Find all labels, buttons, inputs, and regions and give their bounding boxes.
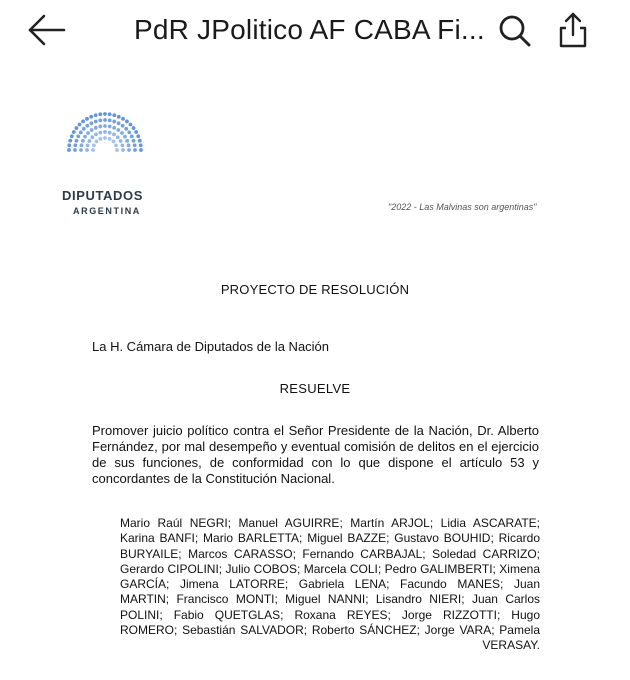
share-button[interactable] [555,10,591,50]
logo-dot [90,135,94,139]
logo-dot [76,134,80,138]
hemicycle-icon [66,112,144,152]
logo-dot [121,148,125,152]
logo-dot [134,130,138,134]
app-bar [0,0,630,62]
logo-dot [136,134,140,138]
logo-dot [67,148,71,152]
logo-dot [94,113,98,117]
logo-dot [80,143,84,147]
logo-dot [112,113,116,117]
logo-dot [120,131,124,135]
logo-dot [108,137,112,141]
logo-dot [130,134,134,138]
logo-dot [82,127,86,131]
chamber-line: La H. Cámara de Diputados de la Nación [92,339,330,354]
logo-dot [121,117,125,121]
logo-dot [90,128,94,132]
logo-dot [117,121,121,125]
logo-dot [91,148,95,152]
logo-dot [108,125,112,129]
logo-dot [112,133,116,137]
document-page [0,62,630,680]
logo-dot [133,143,137,147]
logo-dot [89,121,93,125]
logo-dot [127,143,131,147]
logo-dot [124,127,128,131]
logo-dot [103,136,107,140]
signatories-list: Mario Raúl NEGRI; Manuel AGUIRRE; Martín ARJOL; Lidia ASCARATE; Karina BANFI; Mario BARLETTA; Miguel BAZZE; Gustavo BOUHID; Ricardo BURYAILE; Marcos CARASSO; Fernando CARBAJAL; Soledad CARRIZO; Gerardo CIPOLINI; Julio COBOS; Marcela COLI; Pedro GALIMBERTI; Ximena GARCÍA; Jimena LATORRE; Gabriela LENA; Facundo MANES; Juan MARTIN; Francisco MONTI; Miguel NANNI; Lisandro NIERI; Juan Carlos POLINI; Fabio QUETGLAS; Roxana REYES; Jorge RIZZOTTI; Hugo ROMERO; Sebastián SALVADOR; Roberto SÁNCHEZ; Jorge VARA; Pamela VERASAY. [120,516,540,653]
logo-dot [99,137,103,141]
logo-dot [98,131,102,135]
logo-dot [94,133,98,137]
logo-dot [72,130,76,134]
logo-dot [103,118,107,122]
logo-dot [95,140,99,144]
logo-dot [78,123,82,127]
logo-dot [79,148,83,152]
document-heading: PROYECTO DE RESOLUCIÓN [220,282,410,297]
logo-dot [86,143,90,147]
logo-dot [81,139,85,143]
logo-dot [112,126,116,130]
logo-dot [85,117,89,121]
logo-dot [98,112,102,116]
logo-country: ARGENTINA [73,206,141,216]
logo-dot [112,120,116,124]
logo-dot [116,128,120,132]
logo-name: DIPUTADOS [62,188,143,203]
logo-dot [89,115,93,119]
logo-dot [116,135,120,139]
logo-dot [114,144,118,148]
logo-dot [83,135,87,139]
resolves-heading: RESUELVE [279,381,351,396]
logo-dot [112,140,116,144]
logo-dot [123,135,127,139]
search-icon [496,12,534,50]
logo-dot [94,126,98,130]
logo-dot [81,120,85,124]
logo-dot [138,139,142,143]
logo-dot [121,124,125,128]
logo-dot [75,139,79,143]
logo-dot [108,112,112,116]
arrow-left-icon [22,10,70,50]
logo-dot [103,130,107,134]
logo-dot [139,143,143,147]
logo-dot [85,124,89,128]
motto: "2022 - Las Malvinas son argentinas" [388,202,537,212]
share-icon [555,10,591,50]
logo-dot [127,148,131,152]
logo-dot [103,112,107,116]
logo-dot [98,125,102,129]
logo-dot [132,139,136,143]
logo-dot [120,143,124,147]
document-title: PdR JPolitico AF CABA Fi... [134,14,485,45]
logo-dot [132,126,136,130]
logo-dot [125,120,129,124]
logo-dot [67,143,71,147]
logo-dot [98,118,102,122]
logo-dot [119,139,123,143]
logo-dot [127,130,131,134]
logo-dot [68,139,72,143]
diputados-logo [62,112,152,216]
search-button[interactable] [496,12,534,50]
logo-dot [75,126,79,130]
logo-dot [88,139,92,143]
logo-dot [117,115,121,119]
logo-dot [108,131,112,135]
back-button[interactable] [22,10,70,50]
logo-dot [139,148,143,152]
logo-dot [129,123,133,127]
logo-dot [92,144,96,148]
resolution-body: Promover juicio político contra el Señor Presidente de la Nación, Dr. Alberto Fernández, por mal desempeño y eventual comisión de delitos en el ejercicio de sus funciones, de conformidad con lo que dispone el artículo 53 y concordantes de la Constitución Nacional. [92,423,539,486]
logo-dot [103,124,107,128]
logo-dot [133,148,137,152]
logo-dot [115,148,119,152]
logo-dot [108,118,112,122]
logo-dot [70,134,74,138]
logo-dot [79,130,83,134]
logo-dot [125,139,129,143]
logo-dot [94,120,98,124]
logo-dot [73,143,77,147]
logo-dot [86,131,90,135]
logo-dot [73,148,77,152]
logo-dot [85,148,89,152]
